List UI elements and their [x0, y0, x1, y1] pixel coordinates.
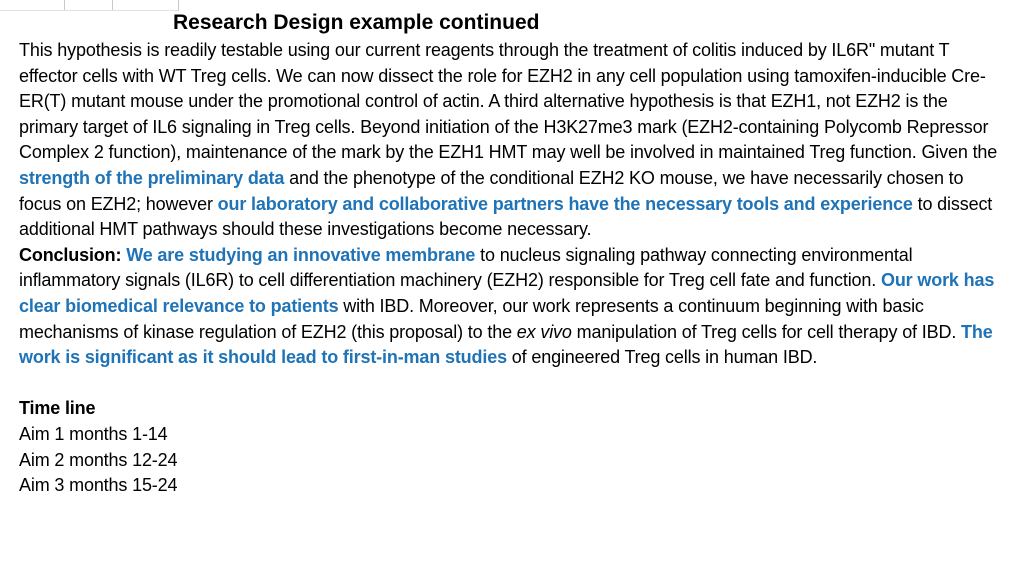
- hypothesis-paragraph: [19, 38, 1009, 243]
- corner-artifact: [0, 0, 180, 14]
- conclusion-text-4: of engineered Treg cells in human IBD.: [506, 347, 818, 368]
- conclusion-text-1: to nucleus signaling pathway connecting environmental inflammatory signals (IL6R) to cell differentiation machinery (EZH2) responsible for Treg cell fate and function.: [19, 244, 913, 291]
- highlight-innovative-membrane: We are studying an innovative membrane: [126, 244, 476, 265]
- hypothesis-text-1: This hypothesis is readily testable using our current reagents through the treatment of colitis induced by IL6R" mutant T effector cells with WT Treg cells. We can now dissect the role for EZH2 in any cell population using tamoxifen-inducible Cre-ER(T) mutant mouse under the promotional control of actin. A third alternative hypothesis is that EZH1, not EZH2 is the primary target of IL6 signaling in Treg cells. Beyond initiation of the H3K27me3 mark (EZH2-containing Polycomb Repressor Complex 2 function), maintenance of the mark by the EZH1 HMT may well be involved in maintained Treg function. Given the: [19, 40, 998, 163]
- artifact-bar: [64, 0, 113, 11]
- artifact-bar: [0, 0, 65, 11]
- conclusion-italic: ex vivo: [516, 321, 572, 342]
- timeline-heading: Time line: [19, 398, 96, 419]
- conclusion-text-3: manipulation of Treg cells for cell therapy of IBD.: [571, 321, 962, 342]
- timeline-item-aim-3: Aim 3 months 15-24: [19, 475, 178, 496]
- hypothesis-text-3: to dissect additional HMT pathways should these investigations become necessary.: [19, 193, 993, 240]
- timeline-item-aim-2: Aim 2 months 12-24: [19, 449, 178, 470]
- spacer: [19, 371, 1009, 397]
- highlight-first-in-man: The work is significant as it should lead to first-in-man studies: [19, 321, 993, 368]
- conclusion-text-2: with IBD. Moreover, our work represents a continuum beginning with basic mechanisms of kinase regulation of EZH2 (this proposal) to the: [19, 295, 924, 342]
- highlight-biomedical-relevance: Our work has clear biomedical relevance to patients: [19, 270, 995, 316]
- conclusion-paragraph: [19, 243, 1009, 371]
- timeline-item-aim-1: Aim 1 months 1-14: [19, 423, 168, 444]
- highlight-lab-partners: our laboratory and collaborative partners have the necessary tools and experience: [217, 193, 913, 214]
- slide-body: [19, 38, 1009, 499]
- highlight-preliminary-data: strength of the preliminary data: [19, 167, 285, 188]
- hypothesis-text-2: and the phenotype of the conditional EZH2 KO mouse, we have necessarily chosen to focus on EZH2; however: [19, 167, 964, 214]
- slide-title: Research Design example continued: [173, 11, 540, 34]
- conclusion-label: Conclusion:: [19, 244, 122, 265]
- artifact-bar: [112, 0, 179, 11]
